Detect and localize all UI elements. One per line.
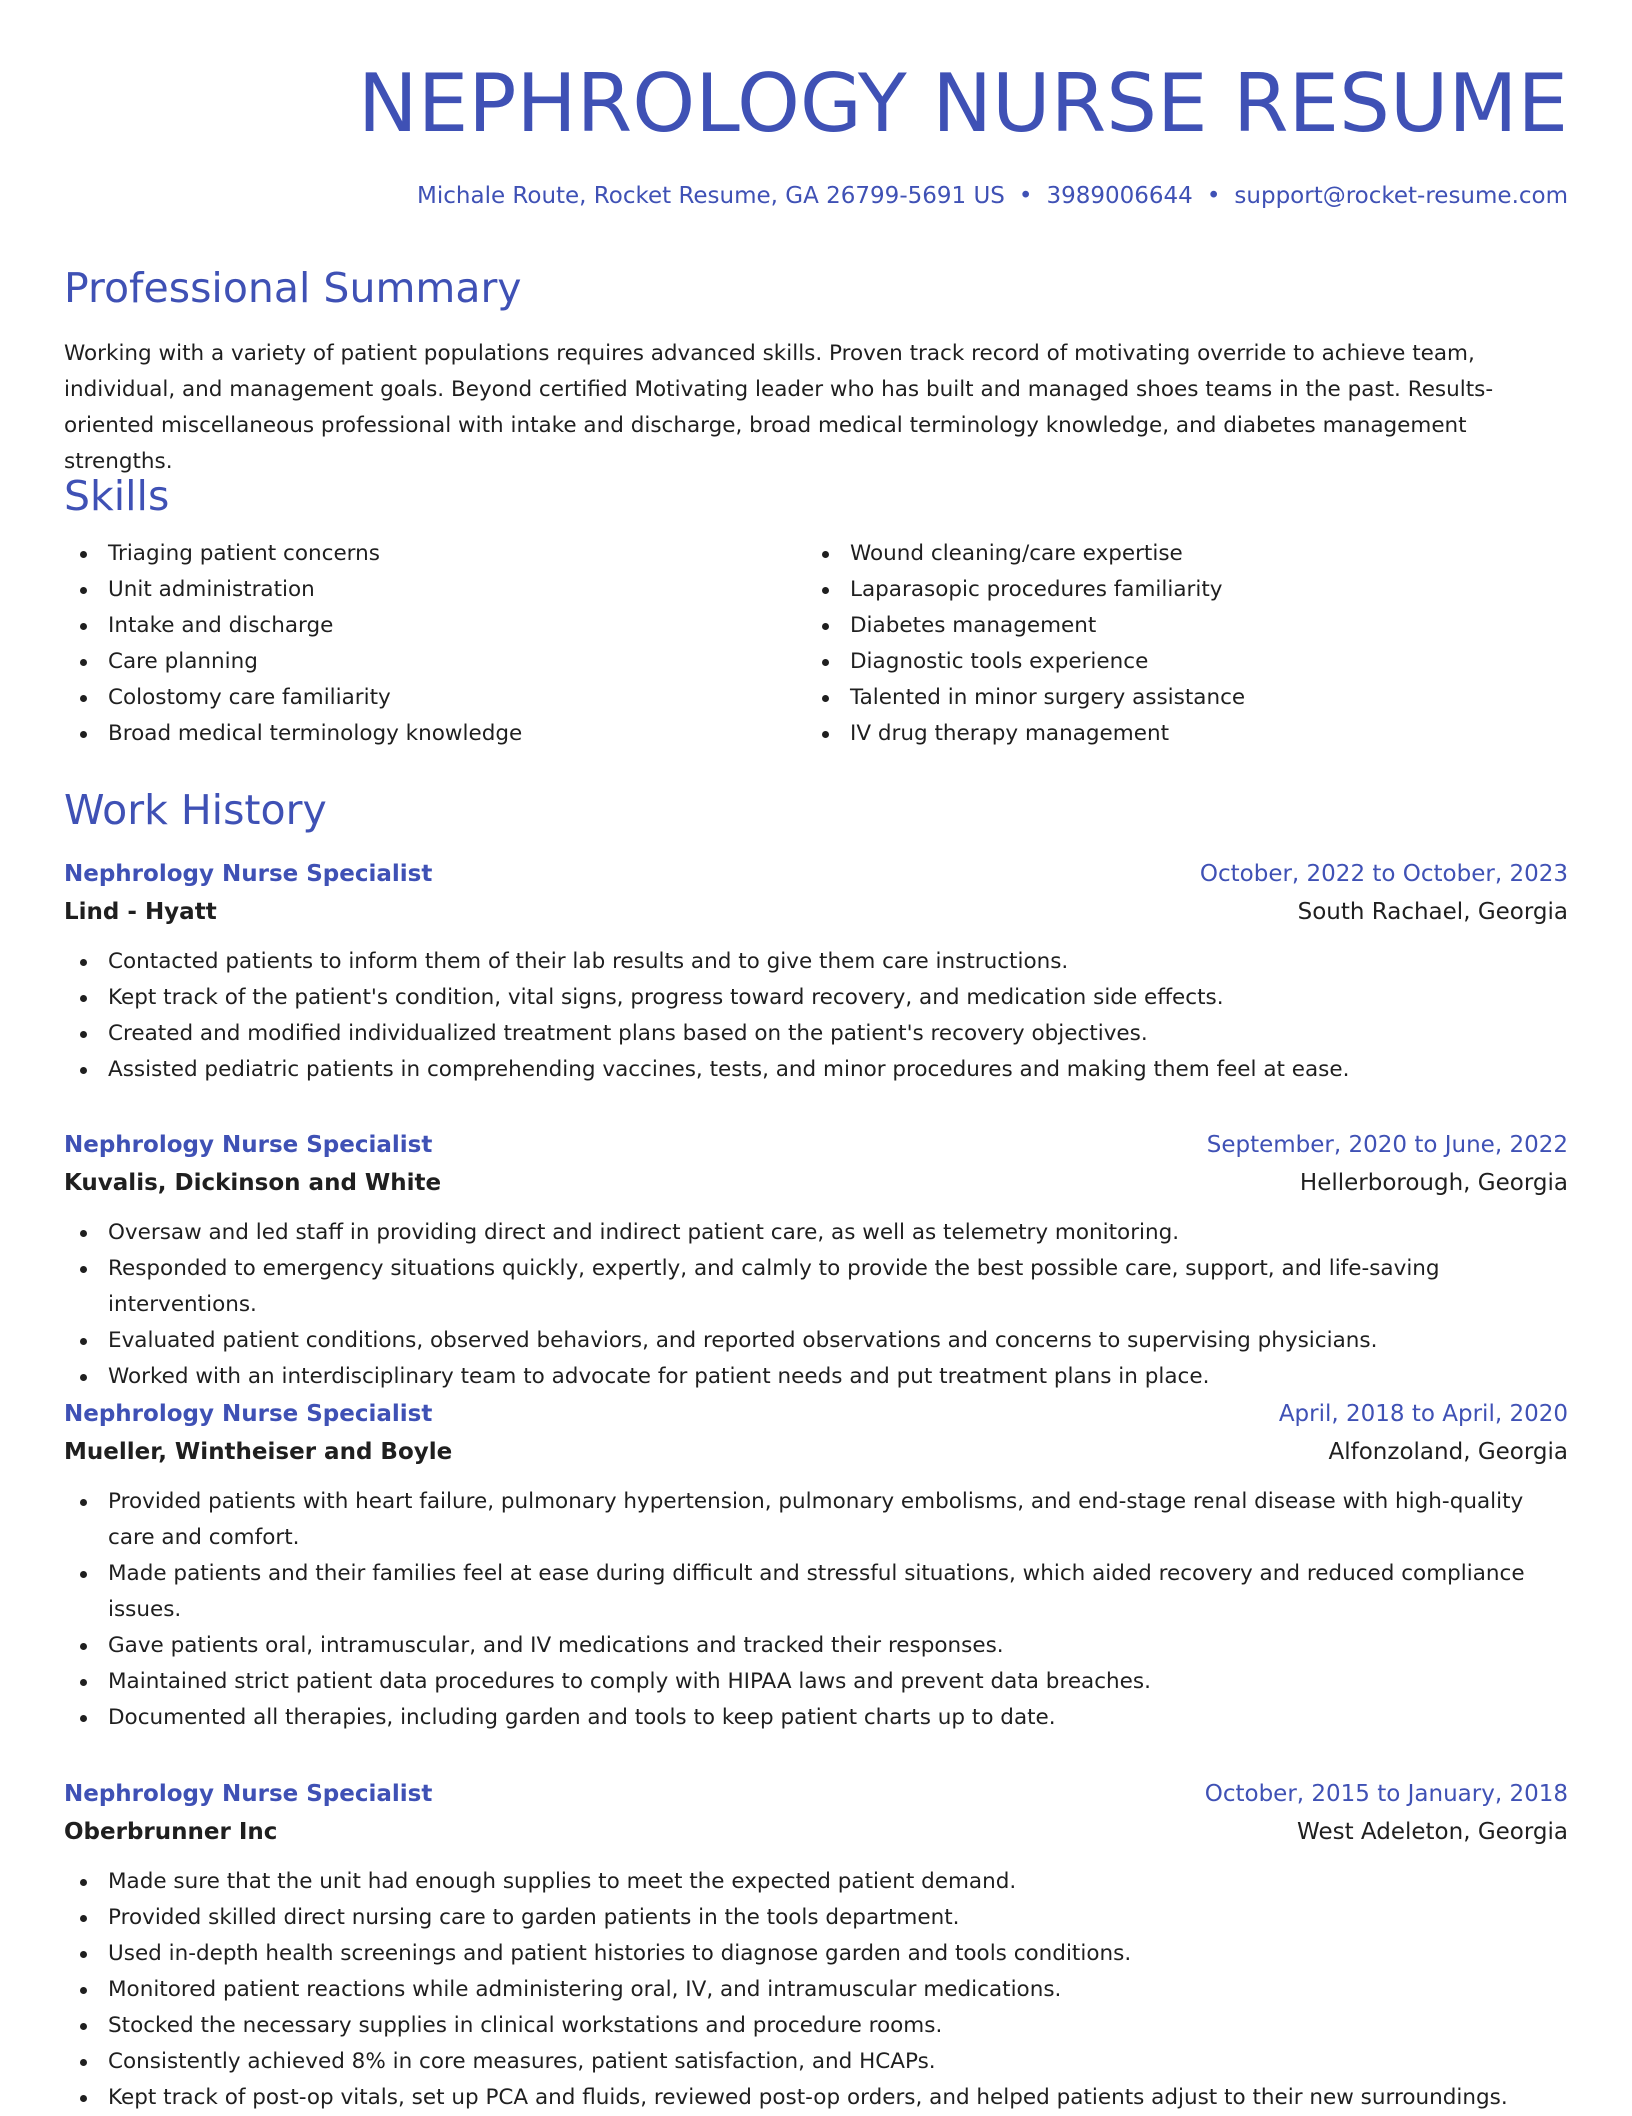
job-dates: October, 2015 to January, 2018 [1204, 1781, 1568, 1807]
job-bullet: Assisted pediatric patients in comprehending vaccines, tests, and minor procedures and making them feel at ease. [64, 1052, 1568, 1088]
job-bullet: Made sure that the unit had enough supplies to meet the expected patient demand. [64, 1864, 1568, 1900]
skill-item: Broad medical terminology knowledge [64, 716, 806, 752]
job-bullet: Worked with an interdisciplinary team to advocate for patient needs and put treatment plans in place. [64, 1359, 1568, 1395]
job-bullet: Responded to emergency situations quickly, expertly, and calmly to provide the best possible care, support, and life-saving interventions. [64, 1251, 1568, 1323]
summary-section [64, 262, 1568, 502]
job-bullet: Stocked the necessary supplies in clinical workstations and procedure rooms. [64, 2008, 1568, 2044]
job-company: Mueller, Wintheiser and Boyle [64, 1439, 453, 1465]
contact-line [417, 180, 1568, 212]
skills-grid [64, 536, 1568, 752]
job-dates: October, 2022 to October, 2023 [1199, 861, 1568, 887]
job-bullet: Maintained strict patient data procedures to comply with HIPAA laws and prevent data breaches. [64, 1664, 1568, 1700]
job-bullet: Documented all therapies, including garden and tools to keep patient charts up to date. [64, 1700, 1568, 1736]
job-bullets [64, 1484, 1568, 1736]
job-bullets [64, 1864, 1568, 2116]
summary-text: Working with a variety of patient populations requires advanced skills. Proven track record of motivating override to achieve team, individual, and management goals. Beyond certified Motivating leader who has built and managed shoes teams in the past. Results-oriented miscellaneous professional with intake and discharge, broad medical terminology knowledge, and diabetes management strengths. [64, 341, 1494, 474]
job-bullet: Oversaw and led staff in providing direct and indirect patient care, as well as telemetry monitoring. [64, 1215, 1568, 1251]
job-company: Kuvalis, Dickinson and White [64, 1170, 442, 1196]
job-header [64, 1776, 1568, 1812]
skills-section [64, 470, 1568, 752]
job-bullet: Used in-depth health screenings and patient histories to diagnose garden and tools conditions. [64, 1936, 1568, 1972]
contact-separator: • [1206, 183, 1221, 209]
skill-item: Care planning [64, 644, 806, 680]
job-bullet: Kept track of post-op vitals, set up PCA and fluids, reviewed post-op orders, and helped patients adjust to their new surroundings. [64, 2080, 1568, 2116]
skill-item: Wound cleaning/care expertise [806, 536, 1548, 572]
job-location: West Adeleton, Georgia [1297, 1819, 1568, 1845]
job-subheader [64, 1163, 1568, 1203]
job-bullet: Evaluated patient conditions, observed behaviors, and reported observations and concerns to supervising physicians. [64, 1323, 1568, 1359]
summary-heading: Professional Summary [64, 264, 522, 312]
job-dates: April, 2018 to April, 2020 [1278, 1401, 1568, 1427]
work-history-heading: Work History [64, 786, 327, 834]
job-entry [64, 856, 1568, 1088]
contact-email[interactable]: support@rocket-resume.com [1234, 183, 1568, 209]
job-location: Alfonzoland, Georgia [1328, 1439, 1568, 1465]
job-subheader [64, 892, 1568, 932]
skills-column-right [806, 536, 1548, 752]
job-entry [64, 1776, 1568, 2116]
contact-separator: • [1018, 183, 1033, 209]
job-bullet: Provided skilled direct nursing care to garden patients in the tools department. [64, 1900, 1568, 1936]
job-company: Oberbrunner Inc [64, 1819, 278, 1845]
job-bullet: Kept track of the patient's condition, vital signs, progress toward recovery, and medication side effects. [64, 980, 1568, 1016]
contact-address: Michale Route, Rocket Resume, GA 26799-5691 US [417, 183, 1005, 209]
skill-item: Talented in minor surgery assistance [806, 680, 1548, 716]
skills-heading: Skills [64, 472, 170, 520]
job-bullet: Provided patients with heart failure, pulmonary hypertension, pulmonary embolisms, and end-stage renal disease with high-quality care and comfort. [64, 1484, 1568, 1556]
job-dates: September, 2020 to June, 2022 [1206, 1132, 1568, 1158]
work-history-section [64, 784, 1568, 2110]
job-bullet: Contacted patients to inform them of their lab results and to give them care instructions. [64, 944, 1568, 980]
skill-item: Triaging patient concerns [64, 536, 806, 572]
skills-column-left [64, 536, 806, 752]
skill-item: Unit administration [64, 572, 806, 608]
job-entry [64, 1396, 1568, 1736]
job-header [64, 1127, 1568, 1163]
job-bullets [64, 944, 1568, 1088]
job-entry [64, 1127, 1568, 1395]
job-bullet: Created and modified individualized treatment plans based on the patient's recovery objectives. [64, 1016, 1568, 1052]
job-subheader [64, 1432, 1568, 1472]
skill-item: Colostomy care familiarity [64, 680, 806, 716]
skill-item: IV drug therapy management [806, 716, 1548, 752]
job-header [64, 1396, 1568, 1432]
contact-phone[interactable]: 3989006644 [1046, 183, 1193, 209]
job-bullet: Consistently achieved 8% in core measures, patient satisfaction, and HCAPs. [64, 2044, 1568, 2080]
skill-item: Diabetes management [806, 608, 1548, 644]
job-location: Hellerborough, Georgia [1299, 1170, 1568, 1196]
job-title: Nephrology Nurse Specialist [64, 1781, 433, 1807]
job-title: Nephrology Nurse Specialist [64, 1132, 433, 1158]
job-bullet: Made patients and their families feel at ease during difficult and stressful situations, which aided recovery and reduced compliance issues. [64, 1556, 1568, 1628]
job-title: Nephrology Nurse Specialist [64, 861, 433, 887]
resume-title: NEPHROLOGY NURSE RESUME [357, 57, 1568, 150]
job-bullet: Monitored patient reactions while administering oral, IV, and intramuscular medications. [64, 1972, 1568, 2008]
job-title: Nephrology Nurse Specialist [64, 1401, 433, 1427]
job-location: South Rachael, Georgia [1297, 899, 1568, 925]
skill-item: Laparasopic procedures familiarity [806, 572, 1548, 608]
skill-item: Diagnostic tools experience [806, 644, 1548, 680]
job-subheader [64, 1812, 1568, 1852]
job-header [64, 856, 1568, 892]
skill-item: Intake and discharge [64, 608, 806, 644]
job-company: Lind - Hyatt [64, 899, 217, 925]
job-bullet: Gave patients oral, intramuscular, and IV medications and tracked their responses. [64, 1628, 1568, 1664]
job-bullets [64, 1215, 1568, 1395]
